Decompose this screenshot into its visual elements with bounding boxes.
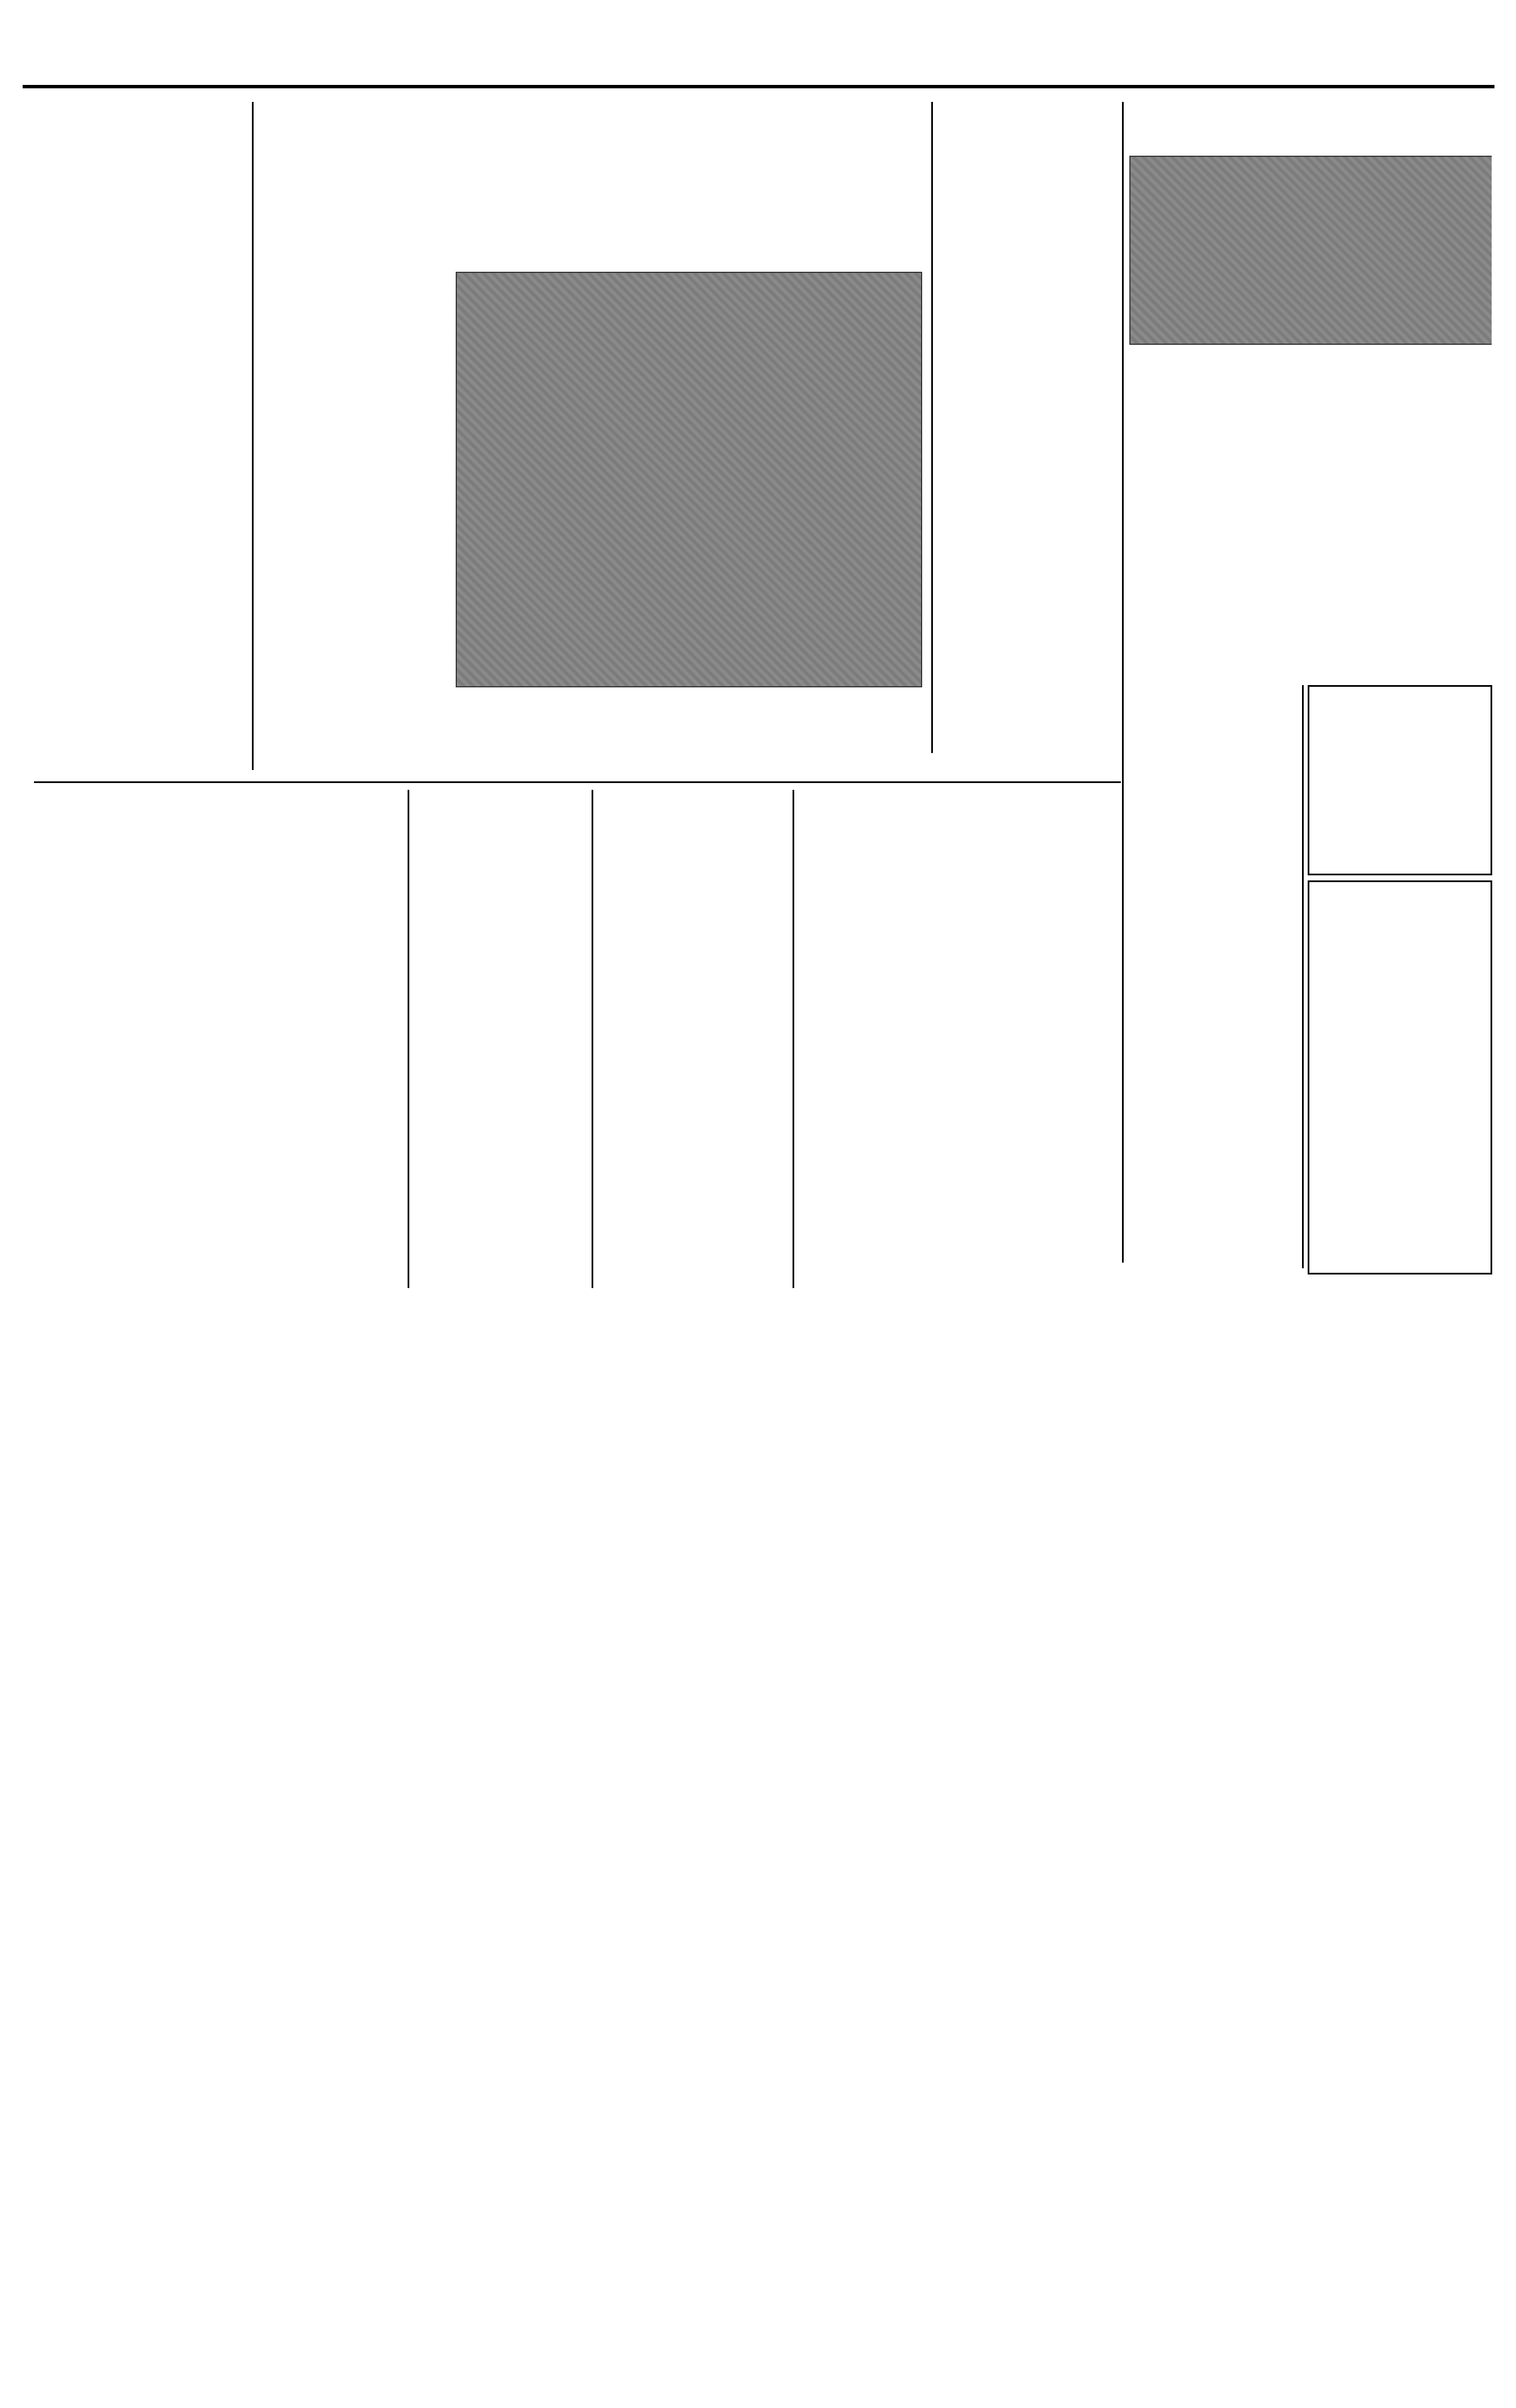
article-congress-misrule: [34, 790, 402, 1288]
article-krishna-poonia: [940, 102, 1115, 753]
section-rule: [34, 781, 1121, 783]
article-naib-tehsildar: [801, 790, 1121, 1288]
article-body: [1129, 351, 1491, 679]
photo-caption: [456, 691, 920, 725]
photo-foundation-ceremony: [456, 272, 922, 687]
article-gajsar-lake: [260, 102, 923, 781]
article-body: [34, 176, 243, 764]
headline: [260, 102, 923, 266]
article-street-lights: [1129, 685, 1299, 1268]
column-rule: [1302, 685, 1304, 1268]
page-folio: [23, 23, 1494, 88]
column-rule: [408, 790, 409, 1288]
headline: [940, 102, 1115, 209]
notice-body: [1309, 690, 1491, 803]
headline: [600, 790, 787, 875]
headline: [801, 790, 1121, 903]
column-rule: [592, 790, 593, 1288]
article-body: [260, 272, 447, 725]
article-body-continued: [416, 790, 586, 1288]
article-sunderkand: [1129, 102, 1492, 679]
article-body: [1129, 787, 1299, 1268]
column-rule: [1122, 102, 1124, 1263]
article-body: [34, 897, 402, 1282]
column-rule: [931, 102, 933, 753]
headline: [1129, 685, 1299, 787]
column-rule: [793, 790, 794, 1288]
cmk-mark-right-bottom: [1494, 1495, 1511, 1557]
cmk-mark-right-top: [1494, 453, 1511, 515]
cmk-mark-left-bottom: [3, 1495, 20, 1557]
notice-court: [1308, 880, 1492, 1274]
headline: [34, 790, 402, 897]
notice-name-change: [1308, 685, 1492, 875]
article-sp-plantation: [34, 102, 243, 770]
notice-title: [1309, 882, 1491, 889]
article-body: [940, 209, 1115, 747]
article-kisan-sabha: [600, 790, 787, 1288]
column-rule: [252, 102, 254, 770]
cmk-mark-left-top: [3, 453, 20, 515]
headline: [1129, 102, 1492, 153]
photo-sunderkand-recital: [1129, 156, 1492, 345]
notice-body: [1309, 889, 1491, 1148]
article-body: [600, 875, 787, 1282]
article-body-continued: [260, 725, 920, 781]
headline: [34, 102, 243, 176]
